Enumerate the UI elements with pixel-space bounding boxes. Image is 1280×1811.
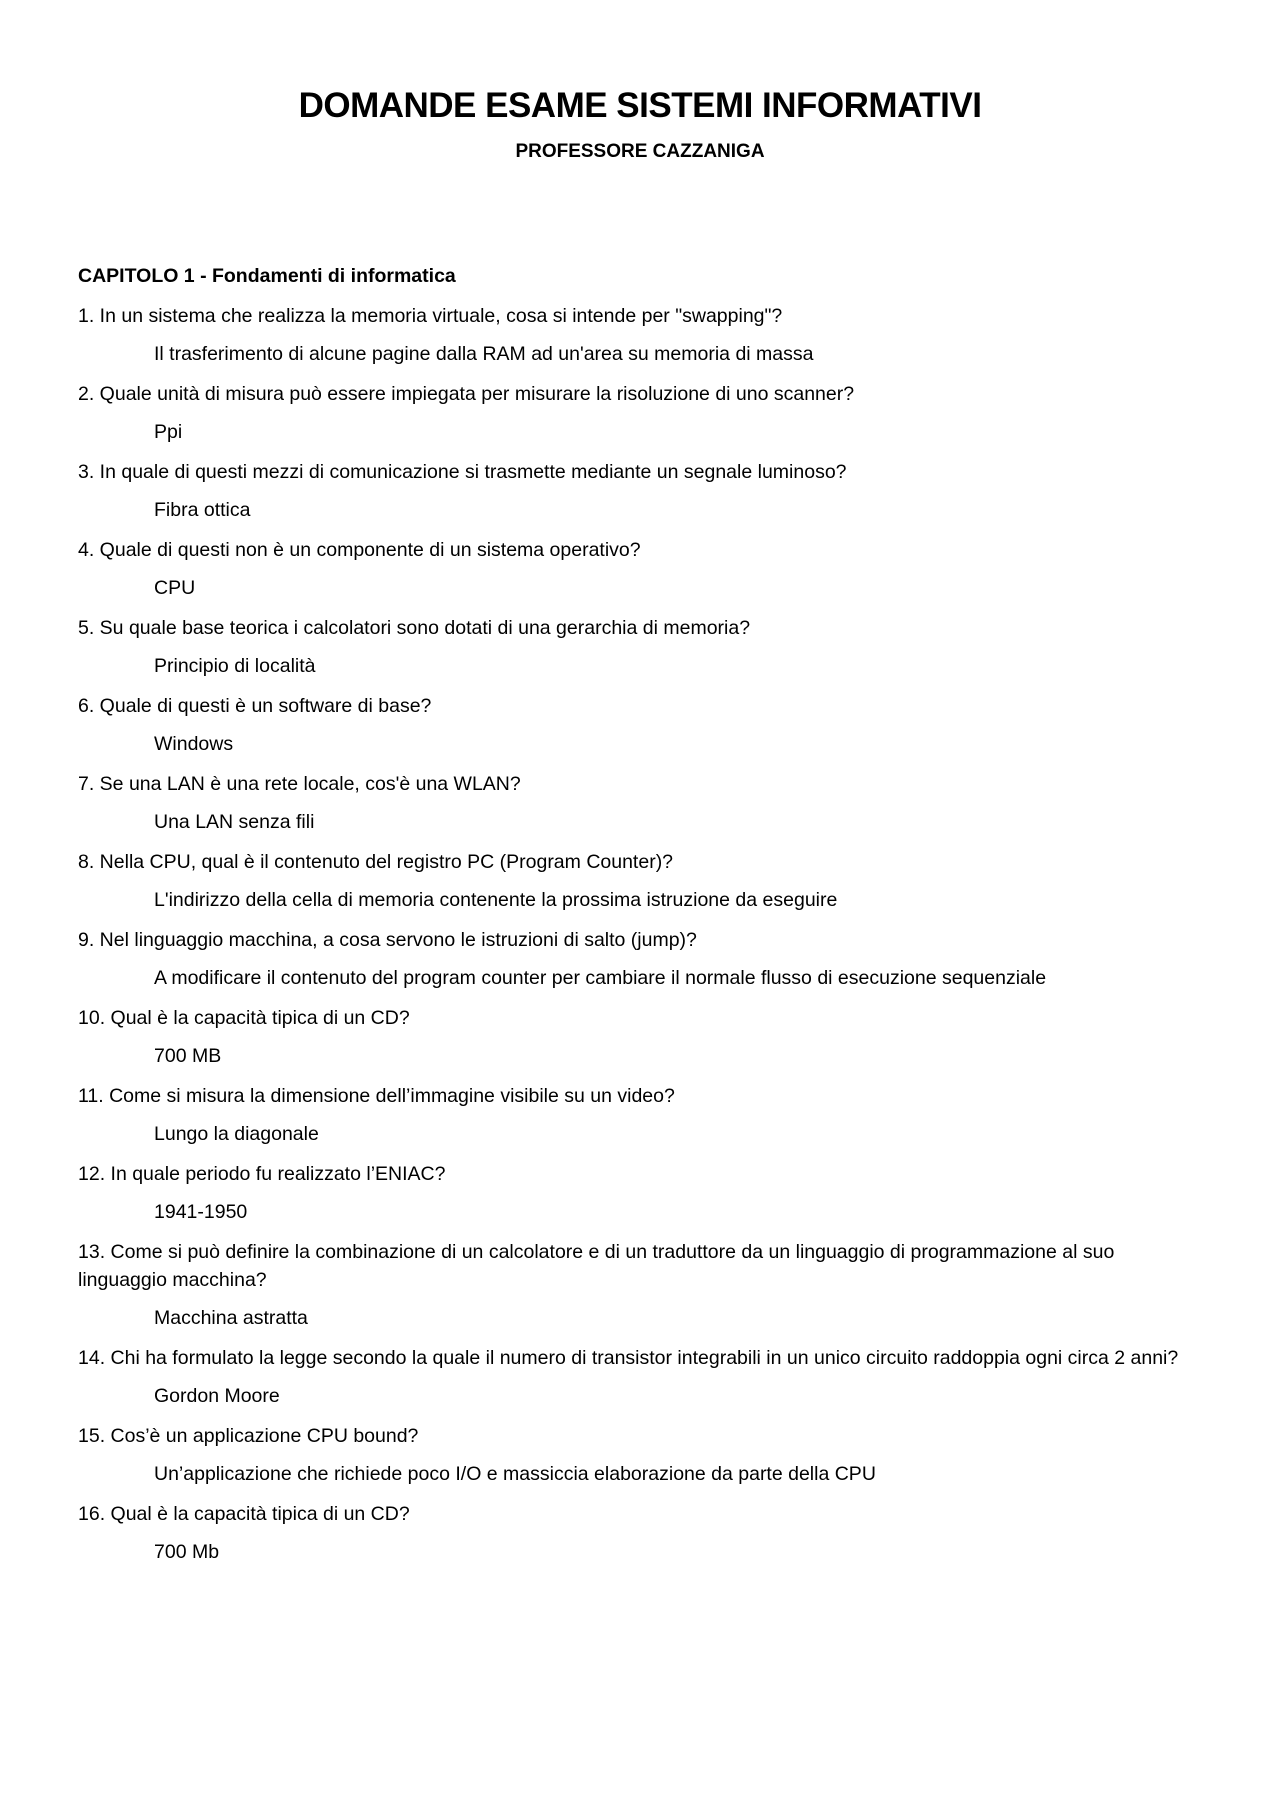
question-text: 15. Cos’è un applicazione CPU bound? [78,1425,419,1447]
question-text: 4. Quale di questi non è un componente di un sistema operativo? [78,539,641,561]
question-text: 2. Quale unità di misura può essere impiegata per misurare la risoluzione di uno scanner? [78,383,855,405]
qa-item [78,1500,1202,1564]
qa-item [78,1238,1202,1330]
qa-item [78,302,1202,366]
question-text: 13. Come si può definire la combinazione di un calcolatore e di un traduttore da un linguaggio di programmazione al suo linguaggio macchina? [78,1241,1115,1291]
question-text: 14. Chi ha formulato la legge secondo la quale il numero di transistor integrabili in un unico circuito raddoppia ogni circa 2 anni? [78,1347,1179,1369]
qa-item [78,458,1202,522]
qa-item [78,848,1202,912]
qa-item [78,1004,1202,1068]
question-text: 9. Nel linguaggio macchina, a cosa servono le istruzioni di salto (jump)? [78,929,697,951]
qa-list [78,302,1202,1564]
question-text: 10. Qual è la capacità tipica di un CD? [78,1007,410,1029]
answer-text: Principio di località [154,655,316,677]
question-text: 3. In quale di questi mezzi di comunicazione si trasmette mediante un segnale luminoso? [78,461,847,483]
answer-text: 700 MB [154,1045,222,1067]
document-subtitle: PROFESSORE CAZZANIGA [515,141,765,162]
qa-item [78,770,1202,834]
question-text: 12. In quale periodo fu realizzato l’ENIAC? [78,1163,446,1185]
answer-text: 1941-1950 [154,1201,248,1223]
answer-text: Fibra ottica [154,499,251,521]
answer-text: Il trasferimento di alcune pagine dalla RAM ad un'area su memoria di massa [154,343,814,365]
qa-item [78,1344,1202,1408]
answer-text: Gordon Moore [154,1385,280,1407]
qa-item [78,1422,1202,1486]
question-text: 7. Se una LAN è una rete locale, cos'è una WLAN? [78,773,521,795]
answer-text: L'indirizzo della cella di memoria contenente la prossima istruzione da eseguire [154,889,838,911]
question-text: 8. Nella CPU, qual è il contenuto del registro PC (Program Counter)? [78,851,674,873]
qa-item [78,1160,1202,1224]
answer-text: A modificare il contenuto del program counter per cambiare il normale flusso di esecuzione sequenziale [154,967,1047,989]
document-title: DOMANDE ESAME SISTEMI INFORMATIVI [298,86,982,125]
qa-item [78,380,1202,444]
chapter-heading: CAPITOLO 1 - Fondamenti di informatica [78,265,456,287]
answer-text: Lungo la diagonale [154,1123,319,1145]
qa-item [78,926,1202,990]
question-text: 1. In un sistema che realizza la memoria virtuale, cosa si intende per "swapping"? [78,305,783,327]
answer-text: Macchina astratta [154,1307,308,1329]
answer-text: Un’applicazione che richiede poco I/O e massiccia elaborazione da parte della CPU [154,1463,876,1485]
answer-text: CPU [154,577,196,599]
answer-text: Una LAN senza fili [154,811,315,833]
answer-text: Windows [154,733,234,755]
qa-item [78,692,1202,756]
qa-item [78,1082,1202,1146]
qa-item [78,536,1202,600]
answer-text: Ppi [154,421,183,443]
question-text: 5. Su quale base teorica i calcolatori sono dotati di una gerarchia di memoria? [78,617,751,639]
question-text: 6. Quale di questi è un software di base? [78,695,432,717]
question-text: 16. Qual è la capacità tipica di un CD? [78,1503,410,1525]
answer-text: 700 Mb [154,1541,220,1563]
question-text: 11. Come si misura la dimensione dell’immagine visibile su un video? [78,1085,675,1107]
qa-item [78,614,1202,678]
